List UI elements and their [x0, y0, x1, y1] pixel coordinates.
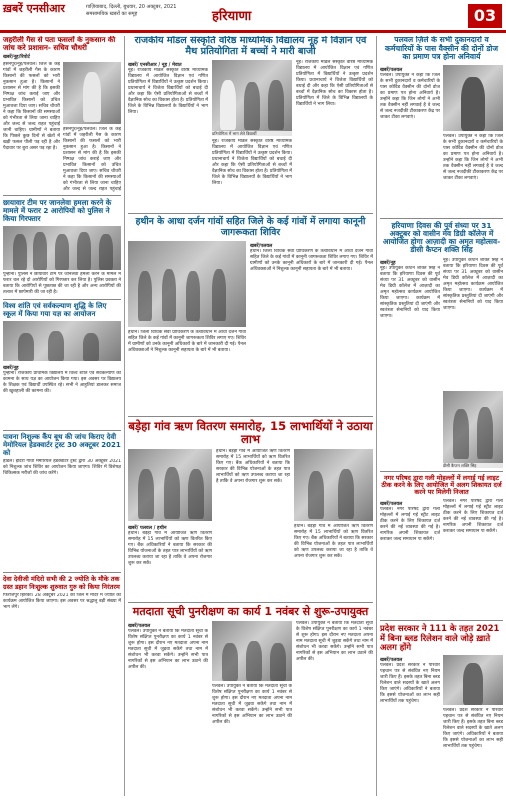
article-body: पलवल। उपायुक्त ने बताया कि मतदाता सूची के विशेष संक्षिप्त पुनरीक्षण का कार्य 1 नवंबर से शुरू होगा। इस दौरान नए मतदाता अपना नाम मतदाता सूची में जुड़वा सकेंगे तथा नाम में संशोधन भी करवा सकेंगे। उन्होंने सभी पात्र नागरिकों से इस अभियान का लाभ उठाने की अपील की। — [128, 629, 208, 671]
news-photo — [3, 226, 121, 270]
column-divider — [124, 36, 125, 796]
divider — [3, 195, 121, 196]
article-body-cont: नूह। राजकीय मॉडल संस्कृति वरिष्ठ माध्यमिक विद्यालय में आयोजित विज्ञान एवं गणित प्रतियोगिता में विद्यार्थियों ने उत्कृष्ट प्रदर्शन किया। प्रधानाचार्य ने विजेता विद्यार्थियों को बधाई दी और कहा कि ऐसी प्रतियोगिताओं से बच्चों में वैज्ञानिक सोच का विकास होता है। प्रतियोगिता में जिले के विभिन्न विद्यालयों के विद्यार्थियों ने भाग लिया। — [296, 60, 373, 108]
headline: छायावार टीम पर जानलेवा हमला करने के मामले में फरार 2 आरोपियों को पुलिस ने किया गिरफ्तार — [3, 198, 112, 224]
right-column — [380, 36, 503, 796]
photo-caption: प्रतियोगिता में भाग लेते विद्यार्थी — [212, 131, 292, 136]
article-legal-camp — [128, 217, 373, 413]
left-column — [3, 36, 121, 796]
article-body: पुन्हाना। पुलिस ने छायावार टीम पर जानलेवा हमला करने के मामले में फरार चल रहे दो आरोपियों को गिरफ्तार कर लिया है। पुलिस प्रवक्ता ने बताया कि आरोपियों से पूछताछ की जा रही है और अन्य आरोपियों की तलाश में छापेमारी की जा रही है। — [3, 272, 121, 296]
date-line — [86, 4, 186, 18]
article-body-cont: हसनपुर/नूह/पलवल। जिले के कई गांवों में जहरीली गैस के कारण किसानों की फसलों को भारी नुकसान हुआ है। किसानों ने प्रशासन से मांग की है कि इसकी निष्पक्ष जांच कराई जाए और प्रभावित किसानों को उचित मुआवजा दिया जाए। सचिव चौधरी ने कहा कि किसानों की समस्याओं को गंभीरता से लिया जाना चाहिए और जल्द से जल्द राहत पहुंचाई — [63, 127, 121, 193]
news-photo — [212, 621, 292, 681]
article-body-cont: हथीन। बड़ेहा गांव में आयोजित ऋण वितरण समारोह में 15 लाभार्थियों को ऋण वितरित किए गए। बैंक अधिकारियों ने बताया कि सरकार की विभिन्न योजनाओं के तहत पात्र लाभार्थियों को ऋण उपलब्ध कराया जा रहा है ताकि वे अपना रोजगार शुरू कर सकें। — [216, 449, 290, 485]
news-photo — [128, 449, 212, 521]
article-health-camp — [3, 434, 121, 569]
logo-text: ख़बरें एनसीआर — [3, 2, 65, 15]
article-body-cont: पलवल। उपायुक्त ने बताया कि मतदाता सूची के विशेष संक्षिप्त पुनरीक्षण का कार्य 1 नवंबर से शुरू होगा। इस दौरान नए मतदाता अपना नाम मतदाता सूची में जुड़वा सकेंगे तथा नाम में संशोधन भी करवा सकेंगे। उन्होंने सभी पात्र नागरिकों से इस अभियान का लाभ उठाने की अपील की। — [296, 621, 373, 663]
news-photo — [128, 241, 246, 327]
masthead-rule — [0, 30, 506, 33]
byline: खबरें/नूह — [3, 365, 19, 371]
divider — [3, 299, 121, 300]
news-photo — [3, 321, 121, 361]
byline: खबरें/पलवल — [250, 244, 273, 250]
article-body: नूह। उपायुक्त कैप्टन शक्ति सिंह ने बताया कि हरियाणा दिवस की पूर्व संध्या पर 31 अक्टूबर को वासीन मेव डिग्री कॉलेज में आज़ादी का अमृत महोत्सव कार्यक्रम आयोजित किया जाएगा। कार्यक्रम में सांस्कृतिक प्रस्तुतियां दी जाएंगी और स्वतंत्रता सेनानियों को याद किया जाएगा। — [380, 265, 440, 319]
news-photo — [443, 65, 503, 131]
byline: खबरें/नूह — [380, 260, 396, 266]
divider — [3, 430, 121, 431]
article-vaccine-certificate — [380, 36, 503, 215]
headline: पावना निशुल्क कैंप बूथ की जांच किराए देवी मेमोरियल हेडक्वार्टर ट्रस्ट 30 अक्टूबर 2021 को — [3, 432, 121, 457]
byline: खबरें/पलवल — [128, 624, 151, 630]
article-body: होडल। इंदिरा गांधी मेमोरियल हेडक्वार्टर ट्रस्ट द्वारा 30 अक्टूबर 2021 को निशुल्क जांच शिविर का आयोजन किया जाएगा। शिविर में विशेषज्ञ चिकित्सक मरीजों की जांच करेंगे। — [3, 459, 121, 477]
article-body: पुन्हाना। राजकीय प्राथमिक विद्यालय में विश्व शांति एवं सर्वकल्याण की कामना के साथ यज्ञ का आयोजन किया गया। इस अवसर पर विद्यालय के शिक्षक एवं विद्यार्थी उपस्थित रहे। सभी ने आहुतियां डालकर समाज की खुशहाली की कामना की। — [3, 370, 121, 394]
section-title: हरियाणा — [212, 9, 252, 24]
byline: खबरें/पलवल — [380, 502, 403, 508]
article-yagya — [3, 303, 121, 427]
news-photo — [443, 655, 503, 705]
headline: राजकीय मॉडल संस्कृति वरिष्ठ माध्यमिक विद्यालय नूह में विज्ञान एवं मैथ प्रतियोगिता में बच्चों ने मारी बाजी — [134, 36, 367, 57]
article-body-cont: नूह। उपायुक्त कैप्टन शक्ति सिंह ने बताया कि हरियाणा दिवस की पूर्व संध्या पर 31 अक्टूबर को वासीन मेव डिग्री कॉलेज में आज़ादी का अमृत महोत्सव कार्यक्रम आयोजित किया जाएगा। कार्यक्रम में सांस्कृतिक प्रस्तुतियां दी जाएंगी और स्वतंत्रता सेनानियों को याद किया जाएगा। — [443, 257, 503, 311]
byline: खबरें/पलवल — [380, 67, 403, 73]
article-body-cont: पलवल। नगर परिषद द्वारा गली मोहल्लों में लगाई गई स्ट्रीट लाइट ठीक करने के लिए शिकायत दर्ज करने की नई व्यवस्था की गई है। नागरिक अपनी शिकायत दर्ज कराकर जल्द समाधान पा सकेंगे। — [443, 499, 503, 535]
date-text: ग़ाज़ियाबाद, दिल्ली, बुधवार, 20 अक्टूबर, 2021 — [86, 4, 177, 10]
headline: पलवल ज़िले के सभी दुकानदारों व कर्मचारियों के पास वैक्सीन की दोनों डोज का प्रमाण पत्र होना अनिवार्य — [385, 36, 498, 61]
article-body: हथीन। बड़ेहा गांव में आयोजित ऋण वितरण समारोह में 15 लाभार्थियों को ऋण वितरित किए गए। बैंक अधिकारियों ने बताया कि सरकार की विभिन्न योजनाओं के तहत पात्र लाभार्थियों को ऋण उपलब्ध कराया जा रहा है ताकि वे अपना रोजगार शुरू कर सकें। — [128, 531, 212, 567]
headline: प्रदेश सरकार ने 111 के तहत 2021 में बिना ब्लड रिलेशन वाले जोड़े ख़ाते अलग होंगे — [380, 623, 500, 652]
headline: देवा देवीजी मंदिरो सभी की 2 ज्योति के मौके तक ग्रस्त डहान निःशुल्क शुरुवात गुरु को किया निरंतरम — [3, 575, 120, 591]
page-number: 03 — [468, 4, 502, 28]
article-state-government — [380, 624, 503, 796]
article-loan-distribution — [128, 420, 373, 599]
headline: नगर परिषद द्वारा गली मोहल्लों में लगाई गई लाइट ठीक करने के लिए आयोजित में अलग शिकायत दर्ज करने पर मिलेगी निजात — [381, 473, 502, 496]
headline: मतदाता सूची पुनरीक्षण का कार्य 1 नवंबर से शुरू-उपायुक्त — [132, 605, 369, 619]
article-body: फिरोजपुर झिरका। 28 अक्टूबर 2021 को जिले में मंदिर में ज्योति का कार्यक्रम आयोजित किया जाएगा। इस अवसर पर श्रद्धालु बड़ी संख्या में भाग लेंगे। — [3, 592, 121, 610]
headline: जहरीली गैस से पता फसलों के नुकसान की जांच करे प्रशासन- सचिव चौधरी — [3, 36, 116, 53]
article-body-cont: हथीन। जिला विधिक सेवा प्राधिकरण के तत्वावधान में आधा दर्जन गांवों सहित जिले के कई गांवों में कानूनी जागरूकता शिविर लगाए गए। शिविर में ग्रामीणों को उनके कानूनी अधिकारों के बारे में जानकारी दी गई। पैनल अधिवक्ताओं ने निशुल्क कानूनी सहायता के बारे में भी बताया। — [128, 330, 246, 354]
divider — [380, 620, 503, 621]
article-body: पलवल। उपायुक्त ने कहा कि जिले के सभी दुकानदारों व कर्मचारियों के पास कोविड वैक्सीन की दोनों डोज का प्रमाण पत्र होना अनिवार्य है। उन्होंने कहा कि जिन लोगों ने अभी तक वैक्सीन नहीं लगवाई है वे जल्द से जल्द नजदीकी टीकाकरण केंद्र पर जाकर टीका लगवाएं। — [380, 72, 440, 120]
headline: बड़ेहा गांव ऋण वितरण समारोह, 15 लाभार्थियों ने उठाया लाभ — [128, 419, 373, 447]
byline: खबरें/नूह/रिपोर्ट — [3, 55, 30, 61]
article-body-cont: पलवल। उपायुक्त ने बताया कि मतदाता सूची के विशेष संक्षिप्त पुनरीक्षण का कार्य 1 नवंबर से शुरू होगा। इस दौरान नए मतदाता अपना नाम मतदाता सूची में जुड़वा सकेंगे तथा नाम में संशोधन भी करवा सकेंगे। उन्होंने सभी पात्र नागरिकों से इस अभियान का लाभ उठाने की अपील की। — [212, 684, 292, 726]
divider — [128, 602, 373, 603]
news-photo — [294, 449, 373, 521]
tagline-text: समसामयिक खबरों का समूह — [86, 11, 138, 17]
article-police-arrest — [3, 199, 121, 296]
divider — [128, 416, 373, 417]
article-body-cont: पलवल। उपायुक्त ने कहा कि जिले के सभी दुकानदारों व कर्मचारियों के पास कोविड वैक्सीन की दोनों डोज का प्रमाण पत्र होना अनिवार्य है। उन्होंने कहा कि जिन लोगों ने अभी तक वैक्सीन नहीं लगवाई है वे जल्द से जल्द नजदीकी टीकाकरण केंद्र पर जाकर टीका लगवाएं। — [443, 133, 503, 181]
article-body-cont: नूह। राजकीय मॉडल संस्कृति वरिष्ठ माध्यमिक विद्यालय में आयोजित विज्ञान एवं गणित प्रतियोगिता में विद्यार्थियों ने उत्कृष्ट प्रदर्शन किया। प्रधानाचार्य ने विजेता विद्यार्थियों को बधाई दी और कहा कि ऐसी प्रतियोगिताओं से बच्चों में वैज्ञानिक सोच का विकास होता है। प्रतियोगिता में जिले के विभिन्न विद्यालयों के विद्यार्थियों ने भाग लिया। — [212, 139, 292, 187]
news-photo — [63, 62, 121, 124]
article-body: पलवल। नगर परिषद द्वारा गली मोहल्लों में लगाई गई स्ट्रीट लाइट ठीक करने के लिए शिकायत दर्ज करने की नई व्यवस्था की गई है। नागरिक अपनी शिकायत दर्ज कराकर जल्द समाधान पा सकेंगे। — [380, 507, 440, 543]
divider — [380, 471, 503, 472]
news-photo — [443, 391, 503, 468]
article-haryana-day — [380, 222, 503, 468]
article-body: पलवल। प्रदेश सरकार ने परिवार पहचान पत्र से संबंधित नए नियम जारी किए हैं। इसके तहत बिना ब्लड रिलेशन वाले सदस्यों के खाते अलग किए जाएंगे। अधिकारियों ने बताया कि इससे योजनाओं का लाभ सही लाभार्थियों तक पहुंचेगा। — [380, 663, 440, 705]
headline: हरियाणा दिवस की पूर्व संध्या पर 31 अक्टूबर को वासीन मेव डिग्री कॉलेज में आयोजित होगा आज़ादी का अमृत महोत्सव-डीसी कैप्टन शक्ति सिंह — [382, 220, 501, 255]
article-body: नूह। राजकीय मॉडल संस्कृति वरिष्ठ माध्यमिक विद्यालय में आयोजित विज्ञान एवं गणित प्रतियोगिता में विद्यार्थियों ने उत्कृष्ट प्रदर्शन किया। प्रधानाचार्य ने विजेता विद्यार्थियों को बधाई दी और कहा कि ऐसी प्रतियोगिताओं से बच्चों में वैज्ञानिक सोच का विकास होता है। प्रतियोगिता में जिले के विभिन्न विद्यालयों के विद्यार्थियों ने भाग लिया। — [128, 68, 208, 116]
divider — [128, 213, 373, 214]
article-voter-list — [128, 606, 373, 771]
byline: खबरें/ एनसीआर / नूह / मेवात — [128, 63, 182, 69]
masthead — [0, 0, 506, 34]
headline: हथीन के आधा दर्जन गांवों सहित जिले के कई गांवों में लगाया कानूनी जागरूकता शिविर — [135, 216, 366, 238]
news-photo — [212, 60, 292, 136]
article-body-cont: हथीन। बड़ेहा गांव में आयोजित ऋण वितरण समारोह में 15 लाभार्थियों को ऋण वितरित किए गए। बैंक अधिकारियों ने बताया कि सरकार की विभिन्न योजनाओं के तहत पात्र लाभार्थियों को ऋण उपलब्ध कराया जा रहा है ताकि वे अपना रोजगार शुरू कर सकें। — [294, 524, 373, 560]
byline: खबरें/ पलवल / हथीन — [128, 526, 167, 532]
divider — [3, 572, 121, 573]
article-crop-damage — [3, 36, 121, 192]
newspaper-logo — [3, 3, 85, 29]
divider — [380, 218, 503, 219]
article-body: हथीन। जिला विधिक सेवा प्राधिकरण के तत्वावधान में आधा दर्जन गांवों सहित जिले के कई गांवों में कानूनी जागरूकता शिविर लगाए गए। शिविर में ग्रामीणों को उनके कानूनी अधिकारों के बारे में जानकारी दी गई। पैनल अधिवक्ताओं ने निशुल्क कानूनी सहायता के बारे में भी बताया। — [250, 249, 373, 273]
byline: खबरें/पलवल — [380, 658, 403, 664]
headline: विश्व शांति एवं सर्वकल्याण शुद्धि के लिए स्कूल में किया गया यज्ञ का आयोजन — [3, 302, 107, 319]
article-science-competition — [128, 36, 373, 210]
photo-caption: डीसी कैप्टन शक्ति सिंह — [443, 463, 503, 468]
column-divider — [376, 36, 377, 796]
article-street-light — [380, 475, 503, 618]
article-body: हसनपुर/नूह/पलवल। जिले के कई गांवों में जहरीली गैस के कारण किसानों की फसलों को भारी नुकसान हुआ है। किसानों ने प्रशासन से मांग की है कि इसकी निष्पक्ष जांच कराई जाए और प्रभावित किसानों को उचित मुआवजा दिया जाए। सचिव चौधरी ने कहा कि किसानों की समस्याओं को गंभीरता से लिया जाना चाहिए और जल्द से जल्द राहत पहुंचाई जानी चाहिए। ग्रामीणों ने बताया कि पिछले कुछ दिनों से खेतों में खड़ी फसल पीली पड़ रही है और पैदावार पर बुरा असर पड़ रहा है। — [3, 62, 60, 152]
article-temple — [3, 576, 121, 652]
article-body-cont: पलवल। प्रदेश सरकार ने परिवार पहचान पत्र से संबंधित नए नियम जारी किए हैं। इसके तहत बिना ब्लड रिलेशन वाले सदस्यों के खाते अलग किए जाएंगे। अधिकारियों ने बताया कि इससे योजनाओं का लाभ सही लाभार्थियों तक पहुंचेगा। — [443, 708, 503, 750]
center-column — [128, 36, 373, 796]
